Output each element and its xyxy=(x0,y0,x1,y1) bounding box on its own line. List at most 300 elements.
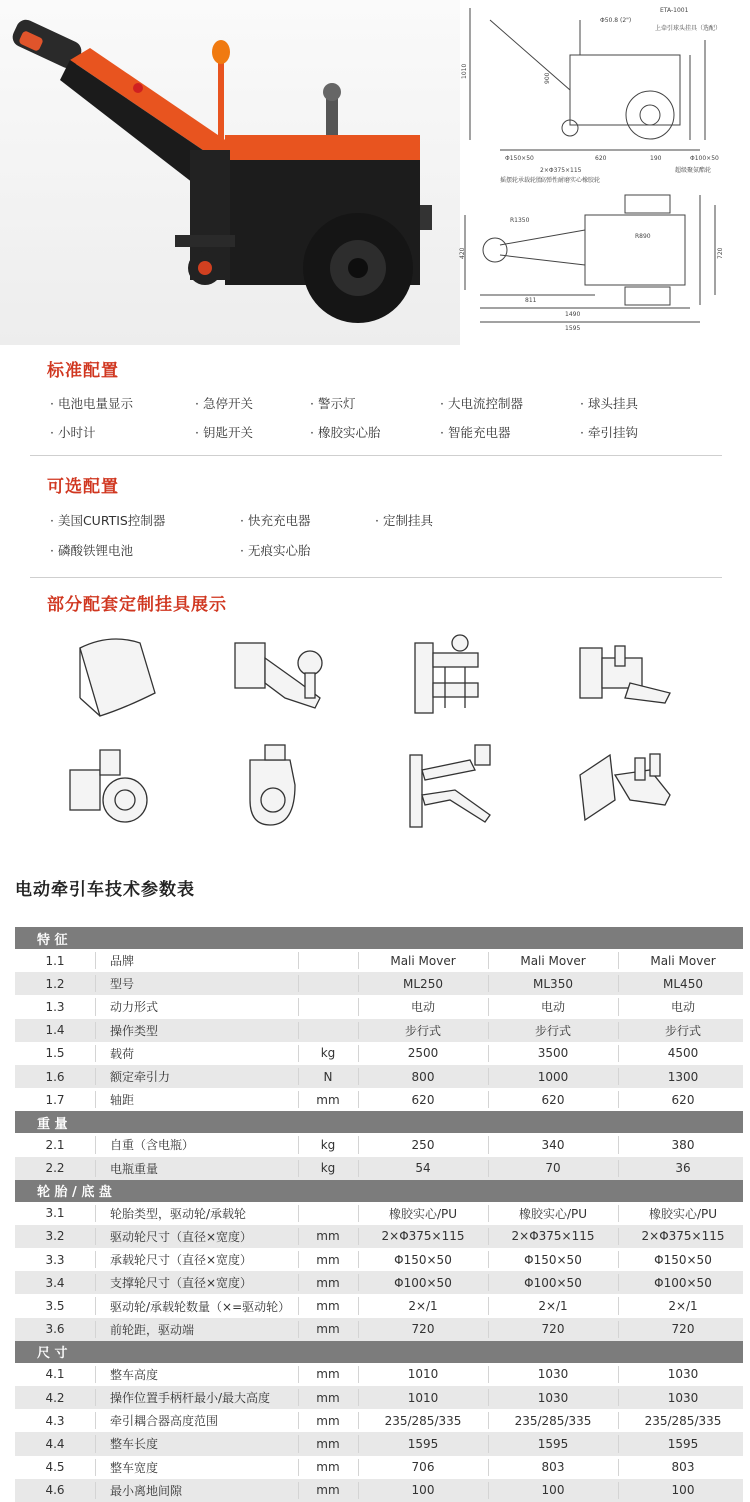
column-separator xyxy=(358,1228,359,1245)
column-separator xyxy=(618,1068,619,1085)
column-separator xyxy=(298,1068,299,1085)
row-unit: mm xyxy=(316,1436,340,1451)
column-separator xyxy=(358,1297,359,1314)
value-ml250: 250 xyxy=(411,1137,435,1152)
row-number: 4.4 xyxy=(45,1436,65,1451)
value-ml450: 2×Φ375×115 xyxy=(641,1229,725,1244)
value-ml450: 1300 xyxy=(667,1069,699,1084)
value-ml250: ML250 xyxy=(403,976,443,991)
accessory-scoop-plate xyxy=(60,628,170,718)
column-separator xyxy=(618,1366,619,1383)
row-unit: kg xyxy=(320,1137,336,1152)
row-number: 1.2 xyxy=(45,976,65,991)
accessory-pintle-hook xyxy=(60,740,170,830)
hero-banner xyxy=(0,0,750,345)
value-ml350: 803 xyxy=(541,1460,565,1475)
row-unit: mm xyxy=(316,1483,340,1498)
table-row xyxy=(15,1271,743,1294)
column-separator xyxy=(618,1022,619,1039)
column-separator xyxy=(618,1205,619,1222)
row-unit: mm xyxy=(316,1252,340,1267)
value-ml250: 800 xyxy=(411,1069,435,1084)
accessories-title: 部分配套定制挂具展示 xyxy=(47,595,227,615)
column-separator xyxy=(618,1274,619,1291)
value-ml450: 100 xyxy=(671,1483,695,1498)
row-name: 型号 xyxy=(110,977,135,992)
value-ml350: 235/285/335 xyxy=(514,1413,592,1428)
column-separator xyxy=(488,975,489,992)
value-ml450: 1030 xyxy=(667,1367,699,1382)
column-separator xyxy=(488,952,489,969)
row-name: 整车宽度 xyxy=(110,1460,159,1475)
row-unit: mm xyxy=(316,1390,340,1405)
column-separator xyxy=(618,975,619,992)
column-separator xyxy=(298,1389,299,1406)
table-row xyxy=(15,1409,743,1432)
column-separator xyxy=(95,1274,96,1291)
group-header-label: 轮 胎 / 底 盘 xyxy=(37,1185,112,1201)
spec-table-title: 电动牵引车技术参数表 xyxy=(15,880,195,900)
column-separator xyxy=(95,1366,96,1383)
dim-label: 900 xyxy=(544,72,551,84)
dim-label: 2×Φ375×115 xyxy=(540,167,582,174)
table-row xyxy=(15,1432,743,1455)
row-name: 整车长度 xyxy=(110,1437,159,1452)
dim-label: 1490 xyxy=(565,311,581,318)
column-separator xyxy=(298,1045,299,1062)
column-separator xyxy=(95,998,96,1015)
table-row xyxy=(15,1157,743,1180)
table-group-header xyxy=(15,1111,743,1133)
optional-item: 定制挂具 xyxy=(382,513,433,528)
value-ml250: 电动 xyxy=(410,1000,435,1015)
value-ml450: ML450 xyxy=(663,976,703,991)
value-ml350: ML350 xyxy=(533,976,573,991)
column-separator xyxy=(95,1022,96,1039)
row-number: 3.1 xyxy=(45,1206,65,1221)
value-ml350: 70 xyxy=(545,1161,561,1176)
column-separator xyxy=(488,1274,489,1291)
value-ml250: 1595 xyxy=(407,1436,439,1451)
value-ml350: 橡胶实心/PU xyxy=(518,1206,588,1221)
value-ml350: 步行式 xyxy=(534,1023,571,1038)
row-number: 1.3 xyxy=(45,999,65,1014)
table-row xyxy=(15,1386,743,1409)
value-ml450: 620 xyxy=(671,1092,695,1107)
row-name: 载荷 xyxy=(110,1046,135,1061)
row-name: 最小离地间隙 xyxy=(110,1483,183,1498)
value-ml250: 步行式 xyxy=(404,1023,441,1038)
dim-label: R1350 xyxy=(510,217,530,224)
standard-item: 智能充电器 xyxy=(447,425,511,440)
column-separator xyxy=(95,1321,96,1338)
row-number: 1.6 xyxy=(45,1069,65,1084)
column-separator xyxy=(358,1068,359,1085)
column-separator xyxy=(95,1136,96,1153)
column-separator xyxy=(95,1205,96,1222)
row-number: 1.1 xyxy=(45,953,65,968)
column-separator xyxy=(358,975,359,992)
column-separator xyxy=(618,1160,619,1177)
column-separator xyxy=(358,1459,359,1476)
value-ml250: 2×Φ375×115 xyxy=(381,1229,465,1244)
table-row xyxy=(15,1202,743,1225)
table-row xyxy=(15,949,743,972)
dim-label: 超级聚氨酯轮 xyxy=(675,167,712,174)
row-name: 操作类型 xyxy=(110,1023,159,1038)
value-ml350: 1595 xyxy=(537,1436,569,1451)
column-separator xyxy=(488,1068,489,1085)
column-separator xyxy=(618,1136,619,1153)
table-row xyxy=(15,1088,743,1111)
dim-label: 高弹性耐磨实心橡胶轮 xyxy=(540,177,601,184)
row-number: 3.3 xyxy=(45,1252,65,1267)
standard-item: 球头挂具 xyxy=(587,396,638,411)
dim-label: 1010 xyxy=(461,63,468,79)
standard-config-title: 标准配置 xyxy=(47,361,119,381)
column-separator xyxy=(358,1366,359,1383)
row-unit: mm xyxy=(316,1367,340,1382)
column-separator xyxy=(358,1160,359,1177)
column-separator xyxy=(298,1136,299,1153)
column-separator xyxy=(95,1389,96,1406)
column-separator xyxy=(358,1045,359,1062)
column-separator xyxy=(488,1228,489,1245)
value-ml450: 4500 xyxy=(667,1046,699,1061)
column-separator xyxy=(298,1274,299,1291)
row-number: 4.1 xyxy=(45,1367,65,1382)
table-row xyxy=(15,1479,743,1502)
value-ml350: Φ100×50 xyxy=(524,1275,582,1290)
value-ml250: 720 xyxy=(411,1322,435,1337)
value-ml350: 1030 xyxy=(537,1390,569,1405)
value-ml350: Φ150×50 xyxy=(524,1252,582,1267)
column-separator xyxy=(358,1251,359,1268)
value-ml350: 1000 xyxy=(537,1069,569,1084)
column-separator xyxy=(95,1251,96,1268)
column-separator xyxy=(298,998,299,1015)
column-separator xyxy=(298,1022,299,1039)
column-separator xyxy=(298,975,299,992)
dim-label: 1595 xyxy=(565,325,581,332)
column-separator xyxy=(298,1459,299,1476)
row-unit: kg xyxy=(320,1046,336,1061)
row-unit: mm xyxy=(316,1299,340,1314)
standard-item: 大电流控制器 xyxy=(447,396,523,411)
column-separator xyxy=(358,1205,359,1222)
row-number: 1.4 xyxy=(45,1023,65,1038)
table-row xyxy=(15,1019,743,1042)
accessory-bracket-hook xyxy=(395,628,505,718)
column-separator xyxy=(618,1091,619,1108)
value-ml450: Mali Mover xyxy=(650,953,716,968)
column-separator xyxy=(488,1412,489,1429)
dim-label: ETA-1001 xyxy=(660,7,689,14)
group-header-label: 尺 寸 xyxy=(37,1346,68,1362)
group-header-label: 特 征 xyxy=(37,932,68,948)
column-separator xyxy=(618,998,619,1015)
value-ml350: 1030 xyxy=(537,1367,569,1382)
table-group-header xyxy=(15,927,743,949)
column-separator xyxy=(488,1389,489,1406)
divider xyxy=(30,455,722,456)
row-number: 3.2 xyxy=(45,1229,65,1244)
value-ml350: 720 xyxy=(541,1322,565,1337)
row-unit: mm xyxy=(316,1460,340,1475)
column-separator xyxy=(95,1435,96,1452)
row-name: 整车高度 xyxy=(110,1367,159,1382)
column-separator xyxy=(95,1091,96,1108)
column-separator xyxy=(95,1068,96,1085)
column-separator xyxy=(488,1435,489,1452)
value-ml350: 100 xyxy=(541,1483,565,1498)
row-name: 自重（含电瓶） xyxy=(110,1138,195,1153)
row-number: 4.2 xyxy=(45,1390,65,1405)
row-unit: N xyxy=(323,1069,333,1084)
value-ml250: 1010 xyxy=(407,1367,439,1382)
column-separator xyxy=(95,975,96,992)
column-separator xyxy=(358,1321,359,1338)
column-separator xyxy=(298,1205,299,1222)
dim-label: 摇摆轮承载轮胎 xyxy=(500,177,543,184)
row-name: 品牌 xyxy=(110,954,135,969)
column-separator xyxy=(488,1160,489,1177)
column-separator xyxy=(298,1297,299,1314)
row-number: 1.7 xyxy=(45,1092,65,1107)
value-ml250: Φ150×50 xyxy=(394,1252,452,1267)
column-separator xyxy=(618,1482,619,1499)
dim-label: Φ50.8 (2") xyxy=(600,17,632,24)
column-separator xyxy=(298,1251,299,1268)
row-unit: mm xyxy=(316,1322,340,1337)
row-name: 驱动轮尺寸（直径×宽度） xyxy=(110,1229,253,1244)
value-ml250: 620 xyxy=(411,1092,435,1107)
dim-label: 811 xyxy=(525,297,537,304)
standard-item: 警示灯 xyxy=(317,396,356,411)
table-group-header xyxy=(15,1180,743,1202)
row-unit: mm xyxy=(316,1275,340,1290)
optional-item: 磷酸铁锂电池 xyxy=(57,543,133,558)
dim-label: 上牵引球头挂具（选配） xyxy=(655,25,722,32)
column-separator xyxy=(358,1022,359,1039)
optional-item: 快充充电器 xyxy=(247,513,311,528)
accessory-pin-hitch xyxy=(570,628,680,718)
column-separator xyxy=(298,1091,299,1108)
column-separator xyxy=(488,1297,489,1314)
column-separator xyxy=(358,1136,359,1153)
column-separator xyxy=(95,1412,96,1429)
column-separator xyxy=(488,1136,489,1153)
column-separator xyxy=(298,1482,299,1499)
dim-label: 620 xyxy=(595,155,607,162)
column-separator xyxy=(298,1435,299,1452)
row-unit xyxy=(298,995,358,1018)
column-separator xyxy=(358,998,359,1015)
table-row xyxy=(15,972,743,995)
optional-item: 无痕实心胎 xyxy=(247,543,311,558)
column-separator xyxy=(488,1459,489,1476)
row-name: 动力形式 xyxy=(110,1000,159,1015)
column-separator xyxy=(618,1321,619,1338)
table-row xyxy=(15,1248,743,1271)
value-ml350: 3500 xyxy=(537,1046,569,1061)
row-name: 前轮距，驱动端 xyxy=(110,1322,195,1337)
value-ml250: 2×/1 xyxy=(408,1299,438,1314)
column-separator xyxy=(618,1251,619,1268)
standard-item: 橡胶实心胎 xyxy=(317,425,381,440)
divider xyxy=(30,577,722,578)
column-separator xyxy=(618,1045,619,1062)
column-separator xyxy=(488,1022,489,1039)
value-ml350: 电动 xyxy=(540,1000,565,1015)
group-header-label: 重 量 xyxy=(37,1116,68,1132)
accessory-clevis-hitch xyxy=(570,740,680,830)
row-unit: mm xyxy=(316,1229,340,1244)
row-name: 电瓶重量 xyxy=(110,1161,159,1176)
value-ml450: 803 xyxy=(671,1460,695,1475)
column-separator xyxy=(298,1321,299,1338)
column-separator xyxy=(95,952,96,969)
value-ml250: 2500 xyxy=(407,1046,439,1061)
table-row xyxy=(15,1363,743,1386)
column-separator xyxy=(618,1412,619,1429)
accessory-adjustable-arm xyxy=(395,740,505,830)
column-separator xyxy=(618,952,619,969)
accessory-tow-hook xyxy=(225,740,335,830)
value-ml450: 步行式 xyxy=(664,1023,701,1038)
value-ml250: 1010 xyxy=(407,1390,439,1405)
row-name: 牵引耦合器高度范围 xyxy=(110,1414,219,1429)
value-ml450: Φ100×50 xyxy=(654,1275,712,1290)
row-number: 1.5 xyxy=(45,1046,65,1061)
standard-item: 小时计 xyxy=(57,425,96,440)
standard-item: 钥匙开关 xyxy=(202,425,253,440)
table-row xyxy=(15,1042,743,1065)
table-row xyxy=(15,1065,743,1088)
table-row xyxy=(15,1294,743,1317)
row-number: 3.4 xyxy=(45,1275,65,1290)
table-row xyxy=(15,1456,743,1479)
dim-label: 720 xyxy=(717,247,724,259)
column-separator xyxy=(488,1366,489,1383)
column-separator xyxy=(488,1321,489,1338)
row-number: 4.6 xyxy=(45,1483,65,1498)
row-unit xyxy=(298,949,358,972)
value-ml250: 54 xyxy=(415,1161,431,1176)
dim-label: R890 xyxy=(635,233,651,240)
standard-item: 牵引挂钩 xyxy=(587,425,638,440)
row-number: 3.6 xyxy=(45,1322,65,1337)
column-separator xyxy=(618,1435,619,1452)
value-ml250: 橡胶实心/PU xyxy=(388,1206,458,1221)
column-separator xyxy=(95,1160,96,1177)
column-separator xyxy=(618,1297,619,1314)
value-ml450: 720 xyxy=(671,1322,695,1337)
row-unit xyxy=(298,972,358,995)
value-ml450: 380 xyxy=(671,1137,695,1152)
value-ml450: Φ150×50 xyxy=(654,1252,712,1267)
column-separator xyxy=(358,952,359,969)
column-separator xyxy=(298,1366,299,1383)
value-ml450: 36 xyxy=(675,1161,691,1176)
dim-label: 190 xyxy=(650,155,662,162)
column-separator xyxy=(298,1228,299,1245)
row-unit xyxy=(298,1202,358,1225)
value-ml250: Φ100×50 xyxy=(394,1275,452,1290)
value-ml250: 706 xyxy=(411,1460,435,1475)
column-separator xyxy=(358,1435,359,1452)
value-ml350: Mali Mover xyxy=(520,953,586,968)
optional-item: 美国CURTIS控制器 xyxy=(57,513,166,528)
value-ml450: 橡胶实心/PU xyxy=(648,1206,718,1221)
row-name: 驱动轮/承载轮数量（×=驱动轮） xyxy=(110,1299,291,1314)
row-name: 支撑轮尺寸（直径×宽度） xyxy=(110,1276,253,1291)
column-separator xyxy=(488,1205,489,1222)
value-ml450: 1030 xyxy=(667,1390,699,1405)
row-unit: kg xyxy=(320,1161,336,1176)
optional-config-title: 可选配置 xyxy=(47,477,119,497)
column-separator xyxy=(95,1459,96,1476)
standard-item: 电池电量显示 xyxy=(57,396,133,411)
value-ml250: 100 xyxy=(411,1483,435,1498)
dim-label: 420 xyxy=(459,247,466,259)
dim-label: Φ150×50 xyxy=(505,155,534,162)
value-ml450: 2×/1 xyxy=(668,1299,698,1314)
row-name: 轴距 xyxy=(110,1093,135,1108)
row-unit: mm xyxy=(316,1413,340,1428)
dimension-drawings xyxy=(460,0,750,345)
column-separator xyxy=(488,1482,489,1499)
row-name: 额定牵引力 xyxy=(110,1070,171,1085)
column-separator xyxy=(358,1274,359,1291)
column-separator xyxy=(358,1091,359,1108)
column-separator xyxy=(618,1389,619,1406)
spec-table xyxy=(15,927,743,1502)
value-ml450: 235/285/335 xyxy=(644,1413,722,1428)
row-name: 操作位置手柄杆最小/最大高度 xyxy=(110,1391,271,1406)
column-separator xyxy=(488,1091,489,1108)
column-separator xyxy=(618,1228,619,1245)
row-number: 2.2 xyxy=(45,1161,65,1176)
table-row xyxy=(15,1225,743,1248)
standard-item: 急停开关 xyxy=(202,396,253,411)
column-separator xyxy=(95,1297,96,1314)
column-separator xyxy=(358,1412,359,1429)
row-number: 4.3 xyxy=(45,1413,65,1428)
column-separator xyxy=(358,1389,359,1406)
column-separator xyxy=(95,1045,96,1062)
column-separator xyxy=(358,1482,359,1499)
row-unit xyxy=(298,1019,358,1042)
column-separator xyxy=(95,1228,96,1245)
value-ml350: 340 xyxy=(541,1137,565,1152)
column-separator xyxy=(488,1045,489,1062)
column-separator xyxy=(95,1482,96,1499)
value-ml350: 620 xyxy=(541,1092,565,1107)
row-name: 承载轮尺寸（直径×宽度） xyxy=(110,1253,253,1268)
accessory-ball-hitch xyxy=(225,628,335,718)
row-unit: mm xyxy=(316,1092,340,1107)
column-separator xyxy=(488,1251,489,1268)
column-separator xyxy=(298,1412,299,1429)
column-separator xyxy=(298,1160,299,1177)
value-ml350: 2×/1 xyxy=(538,1299,568,1314)
column-separator xyxy=(488,998,489,1015)
table-row xyxy=(15,1133,743,1156)
row-name: 轮胎类型，驱动轮/承载轮 xyxy=(110,1206,247,1221)
value-ml250: Mali Mover xyxy=(390,953,456,968)
row-number: 4.5 xyxy=(45,1460,65,1475)
